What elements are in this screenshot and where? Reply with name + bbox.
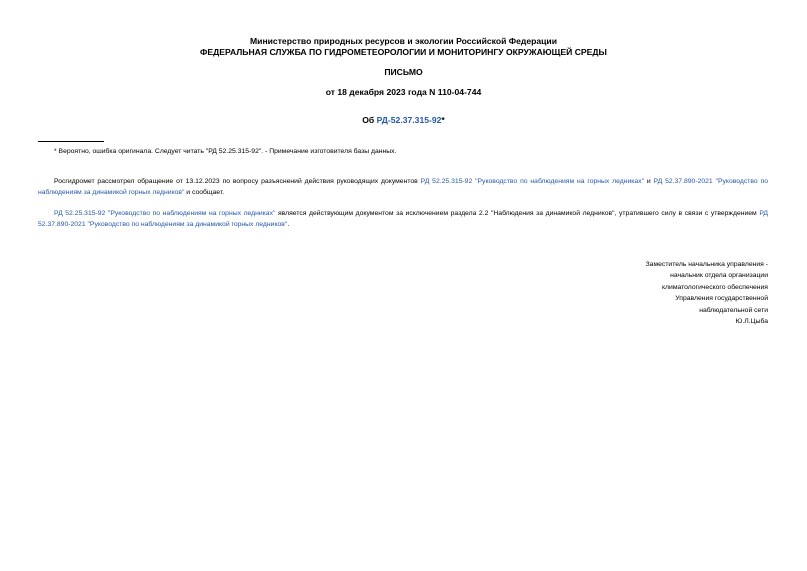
footnote-divider xyxy=(38,141,104,142)
signature-line: Заместитель начальника управления - xyxy=(645,261,768,268)
paragraph-1 xyxy=(38,177,768,198)
link-rd-52-25-315-92[interactable]: РД 52.25.315-92 "Руководство по наблюдениям на горных ледниках" xyxy=(420,178,644,185)
paragraph-1-text-1: Росгидромет рассмотрел обращение от 13.12.2023 по вопросу разъяснений действия руководящих документов xyxy=(54,178,421,185)
paragraph-2-text-2: . xyxy=(287,220,290,228)
link-rd-52-37-890-2021-second[interactable]: РД 52.37.890-2021 "Руководство по наблюдениям за динамикой горных ледников" xyxy=(38,210,768,228)
signature-line: Управления государственной xyxy=(675,295,768,303)
paragraph-1-text-2: и xyxy=(644,178,654,185)
signatory-name: Ю.Л.Цыба xyxy=(735,318,768,326)
ministry-title: Министерство природных ресурсов и экологии Российской Федерации xyxy=(250,36,557,46)
signature-block xyxy=(646,259,768,327)
link-rd-52-37-890-2021[interactable]: РД 52.37.890-2021 "Руководство по наблюдениям за динамикой горных ледников" xyxy=(38,178,769,196)
footnote-text: * Вероятно, ошибка оригинала. Следует читать "РД 52.25.315-92". - Примечание изготовителя базы данных. xyxy=(54,148,397,155)
paragraph-1-text-3: и сообщает. xyxy=(184,188,225,196)
document-type: ПИСЬМО xyxy=(384,67,423,77)
signature-line: наблюдательной сети xyxy=(699,306,768,314)
link-rd-52-25-315-92-second[interactable]: РД 52.25.315-92 "Руководство по наблюдениям на горных ледниках" xyxy=(54,210,276,217)
subject-link[interactable]: РД-52.37.315-92 xyxy=(376,115,442,125)
document-subject xyxy=(0,115,807,126)
signature-line: климатологического обеспечения xyxy=(662,283,768,291)
paragraph-2 xyxy=(38,209,768,230)
signature-line: начальник отдела организации xyxy=(670,272,768,280)
paragraph-2-text-1: является действующим документом за исключением раздела 2.2 "Наблюдения за динамикой ледников", утратившего силу в связи с утверждением xyxy=(275,210,760,217)
service-title: ФЕДЕРАЛЬНАЯ СЛУЖБА ПО ГИДРОМЕТЕОРОЛОГИИ И МОНИТОРИНГУ ОКРУЖАЮЩЕЙ СРЕДЫ xyxy=(200,47,607,57)
subject-prefix: Об xyxy=(362,115,377,125)
subject-footnote-mark: * xyxy=(441,115,445,125)
document-date-number: от 18 декабря 2023 года N 110-04-744 xyxy=(325,87,482,97)
